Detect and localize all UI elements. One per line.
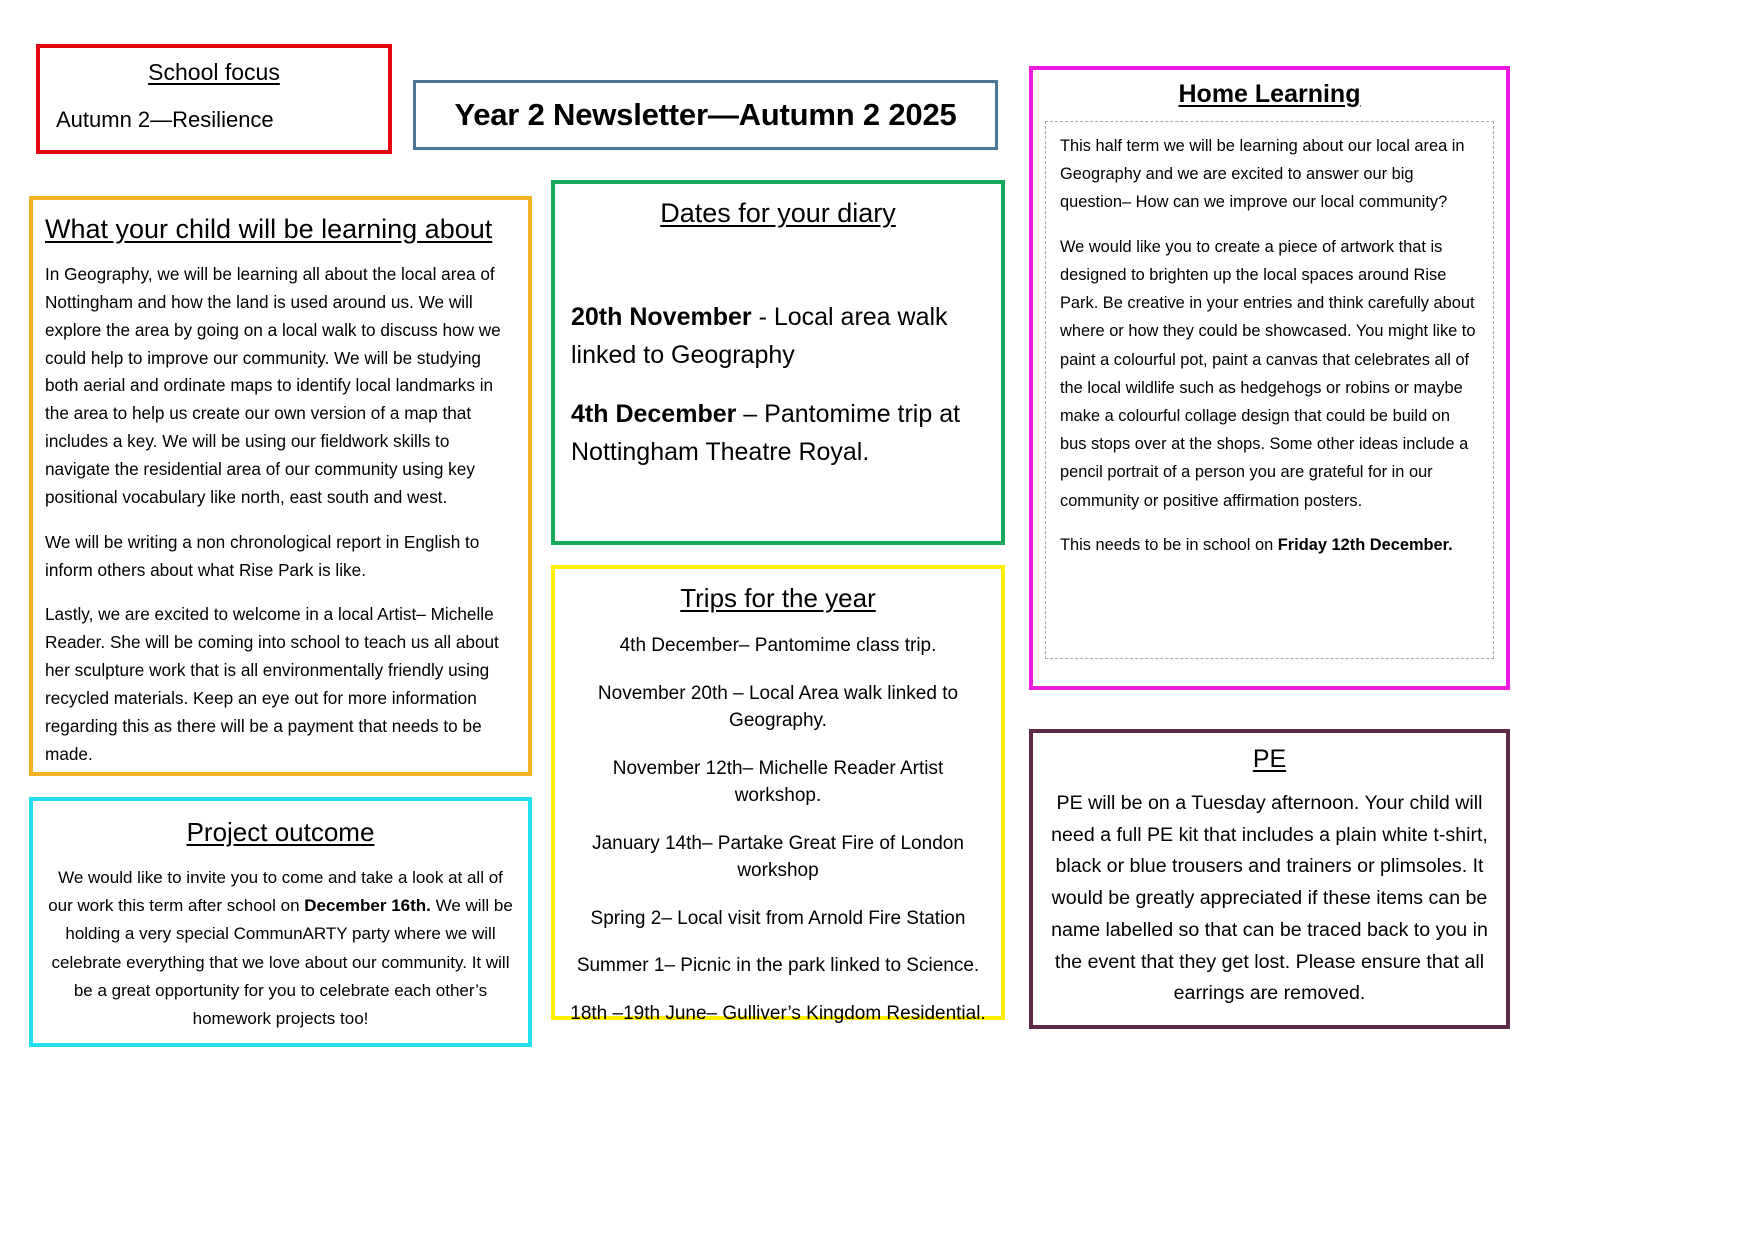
page-title: Year 2 Newsletter—Autumn 2 2025 [454, 97, 957, 132]
learning-paragraph: We will be writing a non chronological report in English to inform others about what Rise Park is like. [45, 531, 480, 580]
learning-panel [29, 196, 532, 776]
project-date-bold: December 16th. [304, 896, 431, 916]
school-focus-panel [36, 44, 392, 154]
home-learning-panel [1029, 66, 1510, 690]
date-entry-detail: – Pantomime trip at Nottingham Theatre Royal. [571, 400, 961, 466]
project-text-tail: We will be holding a very special CommunARTY party where we will celebrate everything that we love about our community. It will be a great opportunity for you to celebrate each other’s homework projects too! [51, 896, 513, 1029]
date-entry-detail: - Local area walk linked to Geography [571, 303, 948, 369]
date-entry-date: 20th November [571, 303, 752, 331]
date-entry [571, 396, 985, 471]
trip-item: November 20th – Local Area walk linked to Geography. [597, 682, 959, 732]
dates-panel [551, 180, 1005, 545]
newsletter-title-panel [413, 80, 998, 150]
trips-panel [551, 565, 1005, 1024]
home-learning-closing-lead: This needs to be in school on [1060, 535, 1278, 554]
trip-item: 18th –19th June– Gulliver’s Kingdom Residential. [570, 1002, 986, 1024]
pe-heading: PE [1252, 745, 1287, 773]
trips-heading: Trips for the year [680, 583, 876, 613]
date-entry-date: 4th December [571, 400, 737, 428]
project-outcome-body [47, 864, 514, 1033]
home-learning-heading: Home Learning [1178, 80, 1361, 108]
project-outcome-heading: Project outcome [186, 817, 375, 847]
home-learning-due-date: Friday 12th December. [1277, 535, 1453, 554]
dates-heading: Dates for your diary [660, 198, 896, 228]
school-focus-heading: School focus [148, 59, 280, 85]
pe-panel [1029, 729, 1510, 1029]
learning-paragraph: In Geography, we will be learning all about the local area of Nottingham and how the land is used around us. We will explore the area by going on a local walk to discuss how we could help to improve our community. We will be studying both aerial and ordinate maps to identify local landmarks in the area to help us create our own version of a map that includes a key. We will be using our fieldwork skills to navigate the residential area of our community using key positional vocabulary like north, east south and west. [45, 264, 501, 507]
trip-item: January 14th– Partake Great Fire of London workshop [592, 832, 964, 882]
trip-item: Spring 2– Local visit from Arnold Fire Station [590, 907, 966, 929]
date-entry [571, 299, 985, 374]
trip-item: 4th December– Pantomime class trip. [619, 635, 937, 656]
learning-heading: What your child will be learning about [45, 214, 493, 244]
pe-body: PE will be on a Tuesday afternoon. Your child will need a full PE kit that includes a plain white t-shirt, black or blue trousers and trainers or plimsoles. It would be greatly appreciated if these items can be name labelled so that can be traced back to you in the event that they get lost. Please ensure that all earrings are removed. [1051, 792, 1488, 1005]
home-learning-paragraph: This half term we will be learning about our local area in Geography and we are excited to answer our big question– How can we improve our local community? [1060, 137, 1465, 212]
learning-paragraph: Lastly, we are excited to welcome in a local Artist– Michelle Reader. She will be coming into school to teach us all about her sculpture work that is all environmentally friendly using recycled materials. Keep an eye out for more information regarding this as there will be a payment that needs to be made. [45, 604, 499, 764]
school-focus-body: Autumn 2—Resilience [56, 107, 274, 133]
trip-item: November 12th– Michelle Reader Artist workshop. [612, 757, 944, 807]
trip-item: Summer 1– Picnic in the park linked to Science. [576, 955, 980, 977]
home-learning-inner-box [1045, 121, 1494, 659]
project-outcome-panel [29, 797, 532, 1047]
home-learning-paragraph: We would like you to create a piece of artwork that is designed to brighten up the local spaces around Rise Park. Be creative in your entries and think carefully about where or how they could be showcased. You might like to paint a colourful pot, paint a canvas that celebrates all of the local wildlife such as hedgehogs or robins or maybe make a colourful collage design that could be build on bus stops over at the shops. Some other ideas include a pencil portrait of a person you are grateful for in our community or positive affirmation posters. [1060, 237, 1476, 510]
project-text-lead: We would like to invite you to come and take a look at all of our work this term after school on [48, 868, 503, 916]
home-learning-closing [1060, 531, 1479, 559]
